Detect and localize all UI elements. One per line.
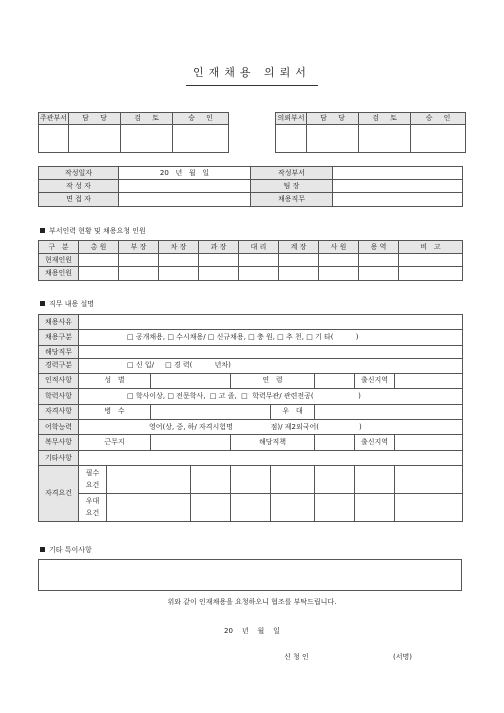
- staff-header: 계 장: [279, 241, 319, 254]
- approval-left-col: 당: [100, 114, 107, 122]
- qual-label: 자격사항: [39, 404, 79, 419]
- req-cell[interactable]: [271, 494, 315, 522]
- req-cell[interactable]: [315, 466, 355, 494]
- staff-cell[interactable]: [399, 267, 463, 281]
- req-cell[interactable]: [355, 494, 395, 522]
- signature-label: (서명): [393, 653, 412, 661]
- type-value[interactable]: □ 공개채용, □ 수시채용/ □ 신규채용, □ 충 원, □ 추 천, □ 기 타( ): [79, 330, 463, 345]
- date-value[interactable]: 20 년 월 일: [119, 167, 251, 180]
- approval-right-col: 인: [443, 114, 451, 122]
- required-label-b: 요건: [85, 480, 100, 489]
- req-cell[interactable]: [231, 494, 271, 522]
- square-bullet-icon: [40, 547, 45, 552]
- approval-cell[interactable]: [173, 125, 229, 153]
- req-cell[interactable]: [191, 494, 231, 522]
- date-label: 작성일자: [39, 167, 119, 180]
- writer-label: 작 성 자: [39, 180, 119, 193]
- req-cell[interactable]: [395, 494, 463, 522]
- staff-cell[interactable]: [159, 254, 199, 267]
- type-label: 채용구분: [39, 330, 79, 345]
- request-text: 위와 같이 인재채용을 요청하오니 협조를 부탁드립니다.: [167, 598, 337, 606]
- job-table: [38, 314, 463, 522]
- etc-label: 기타사항: [39, 450, 79, 465]
- preferred-label-a: 우대: [85, 497, 100, 506]
- origin-label: 출신지역: [355, 373, 395, 388]
- purpose-label: 채용사유: [39, 315, 79, 330]
- gender-label: 성 별: [79, 373, 151, 388]
- workplace-label: 근무지: [79, 435, 151, 450]
- approval-right-col: 당: [338, 114, 345, 122]
- approval-right-col: 토: [390, 114, 397, 122]
- duty-label: 해당직무: [39, 345, 79, 358]
- req-cell[interactable]: [315, 494, 355, 522]
- approval-right-col: 담: [320, 114, 327, 122]
- date-line: 20 년 월 일: [224, 627, 280, 635]
- approval-cell[interactable]: [276, 125, 307, 153]
- required-label: [79, 466, 107, 494]
- staff-header: 비 고: [399, 241, 463, 254]
- dept-label: 작성부서: [251, 167, 333, 180]
- preferential-value[interactable]: [315, 404, 463, 419]
- approval-table-right: [275, 112, 466, 153]
- section1-title-text: 부서인력 현황 및 채용요청 인원: [49, 227, 146, 235]
- staff-cell[interactable]: [159, 267, 199, 281]
- origin2-value[interactable]: [395, 435, 463, 450]
- edu-label: 학력사항: [39, 389, 79, 404]
- notes-box[interactable]: [38, 559, 462, 591]
- dept-value[interactable]: [333, 167, 463, 180]
- req-cell[interactable]: [271, 466, 315, 494]
- staff-header: 대 리: [239, 241, 279, 254]
- military-label: 병 수: [79, 404, 151, 419]
- lang-label: 어학능력: [39, 419, 79, 434]
- staff-header: 부 장: [119, 241, 159, 254]
- staff-cell[interactable]: [319, 254, 359, 267]
- info-table: [38, 166, 463, 207]
- approval-right-col: 검: [372, 114, 379, 122]
- age-label: 연 령: [231, 373, 315, 388]
- duty-value[interactable]: [79, 345, 463, 358]
- staff-header: 용 역: [359, 241, 399, 254]
- applicant-label: 신 청 인: [284, 653, 309, 661]
- lang-value[interactable]: 영어(상, 중, 하/ 자격시험명 점)/ 제2외국어( ): [79, 419, 463, 434]
- purpose-value[interactable]: [79, 315, 463, 330]
- staff-cell[interactable]: [199, 267, 239, 281]
- req-cell[interactable]: [355, 466, 395, 494]
- staff-cell[interactable]: [239, 267, 279, 281]
- staff-cell[interactable]: [359, 267, 399, 281]
- job-label: 채용직무: [251, 193, 333, 207]
- approval-cell[interactable]: [121, 125, 173, 153]
- approval-left-col: 담: [82, 114, 89, 122]
- staff-header: 차 장: [159, 241, 199, 254]
- section3-title: [40, 545, 92, 555]
- approval-cell[interactable]: [39, 125, 69, 153]
- interviewer-value[interactable]: [119, 193, 251, 207]
- approval-cell[interactable]: [411, 125, 466, 153]
- approval-left-col: 인: [206, 114, 213, 122]
- approval-left-col: 토: [152, 114, 159, 122]
- square-bullet-icon: [40, 228, 45, 233]
- title-underline: [186, 85, 318, 86]
- writer-value[interactable]: [119, 180, 251, 193]
- staff-cell[interactable]: [279, 254, 319, 267]
- preferred-label-b: 요건: [85, 508, 100, 517]
- etc-value[interactable]: [79, 450, 463, 465]
- staff-cell[interactable]: [359, 254, 399, 267]
- approval-cell[interactable]: [69, 125, 121, 153]
- staff-cell[interactable]: [119, 254, 159, 267]
- req-cell[interactable]: [107, 494, 191, 522]
- staff-cell[interactable]: [79, 254, 119, 267]
- staff-row-label: 현재인원: [39, 254, 79, 267]
- preferential-label: 우 대: [271, 404, 315, 419]
- staff-cell[interactable]: [319, 267, 359, 281]
- staff-cell[interactable]: [79, 267, 119, 281]
- approval-cell[interactable]: [307, 125, 359, 153]
- approval-right-label: 의뢰부서: [276, 113, 307, 125]
- staff-table: [38, 240, 463, 281]
- interviewer-label: 면 접 자: [39, 193, 119, 207]
- age-value[interactable]: [315, 373, 355, 388]
- workplace-value[interactable]: [151, 435, 231, 450]
- req-cell[interactable]: [231, 466, 271, 494]
- preferred-label: [79, 494, 107, 522]
- staff-header: 사 원: [319, 241, 359, 254]
- req-label: 자격요건: [39, 466, 79, 522]
- staff-header: 구 분: [39, 241, 79, 254]
- job-value[interactable]: [333, 193, 463, 207]
- career-label: 경력구분: [39, 359, 79, 373]
- military-value[interactable]: [151, 404, 271, 419]
- work-label: 복무사항: [39, 435, 79, 450]
- staff-header: 총 원: [79, 241, 119, 254]
- section2-title-text: 직무 내용 설명: [49, 300, 95, 308]
- required-label-a: 필수: [85, 469, 100, 478]
- leader-value[interactable]: [333, 180, 463, 193]
- section2-title: [40, 299, 94, 309]
- staff-header: 과 장: [199, 241, 239, 254]
- edu-value[interactable]: □ 학사이상, □ 전문학사, □ 고 졸, □ 학력무관/ 관련전공( ): [79, 389, 463, 404]
- approval-left-col: 검: [134, 114, 141, 122]
- approval-cell[interactable]: [359, 125, 411, 153]
- career-value[interactable]: □ 신 입/ □ 경 력( 년차): [79, 359, 463, 373]
- staff-cell[interactable]: [199, 254, 239, 267]
- req-cell[interactable]: [191, 466, 231, 494]
- gender-value[interactable]: [151, 373, 231, 388]
- staff-cell[interactable]: [119, 267, 159, 281]
- origin2-label: 출신지역: [355, 435, 395, 450]
- section3-title-text: 기타 특이사항: [49, 546, 92, 554]
- approval-left-col: 승: [188, 114, 195, 122]
- page-title: 인재채용 의뢰서: [193, 66, 311, 79]
- approval-table-left: [38, 112, 229, 153]
- leader-label: 팀 장: [251, 180, 333, 193]
- person-label: 인적사항: [39, 373, 79, 388]
- position-value[interactable]: [315, 435, 355, 450]
- approval-left-label: 주관부서: [39, 113, 69, 125]
- staff-cell[interactable]: [239, 254, 279, 267]
- staff-cell[interactable]: [399, 254, 463, 267]
- position-label: 해당직책: [231, 435, 315, 450]
- staff-cell[interactable]: [279, 267, 319, 281]
- section1-title: [40, 226, 146, 236]
- req-cell[interactable]: [395, 466, 463, 494]
- approval-right-col: 승: [425, 114, 433, 122]
- staff-row-label: 채용인원: [39, 267, 79, 281]
- square-bullet-icon: [40, 301, 45, 306]
- req-cell[interactable]: [107, 466, 191, 494]
- origin-value[interactable]: [395, 373, 463, 388]
